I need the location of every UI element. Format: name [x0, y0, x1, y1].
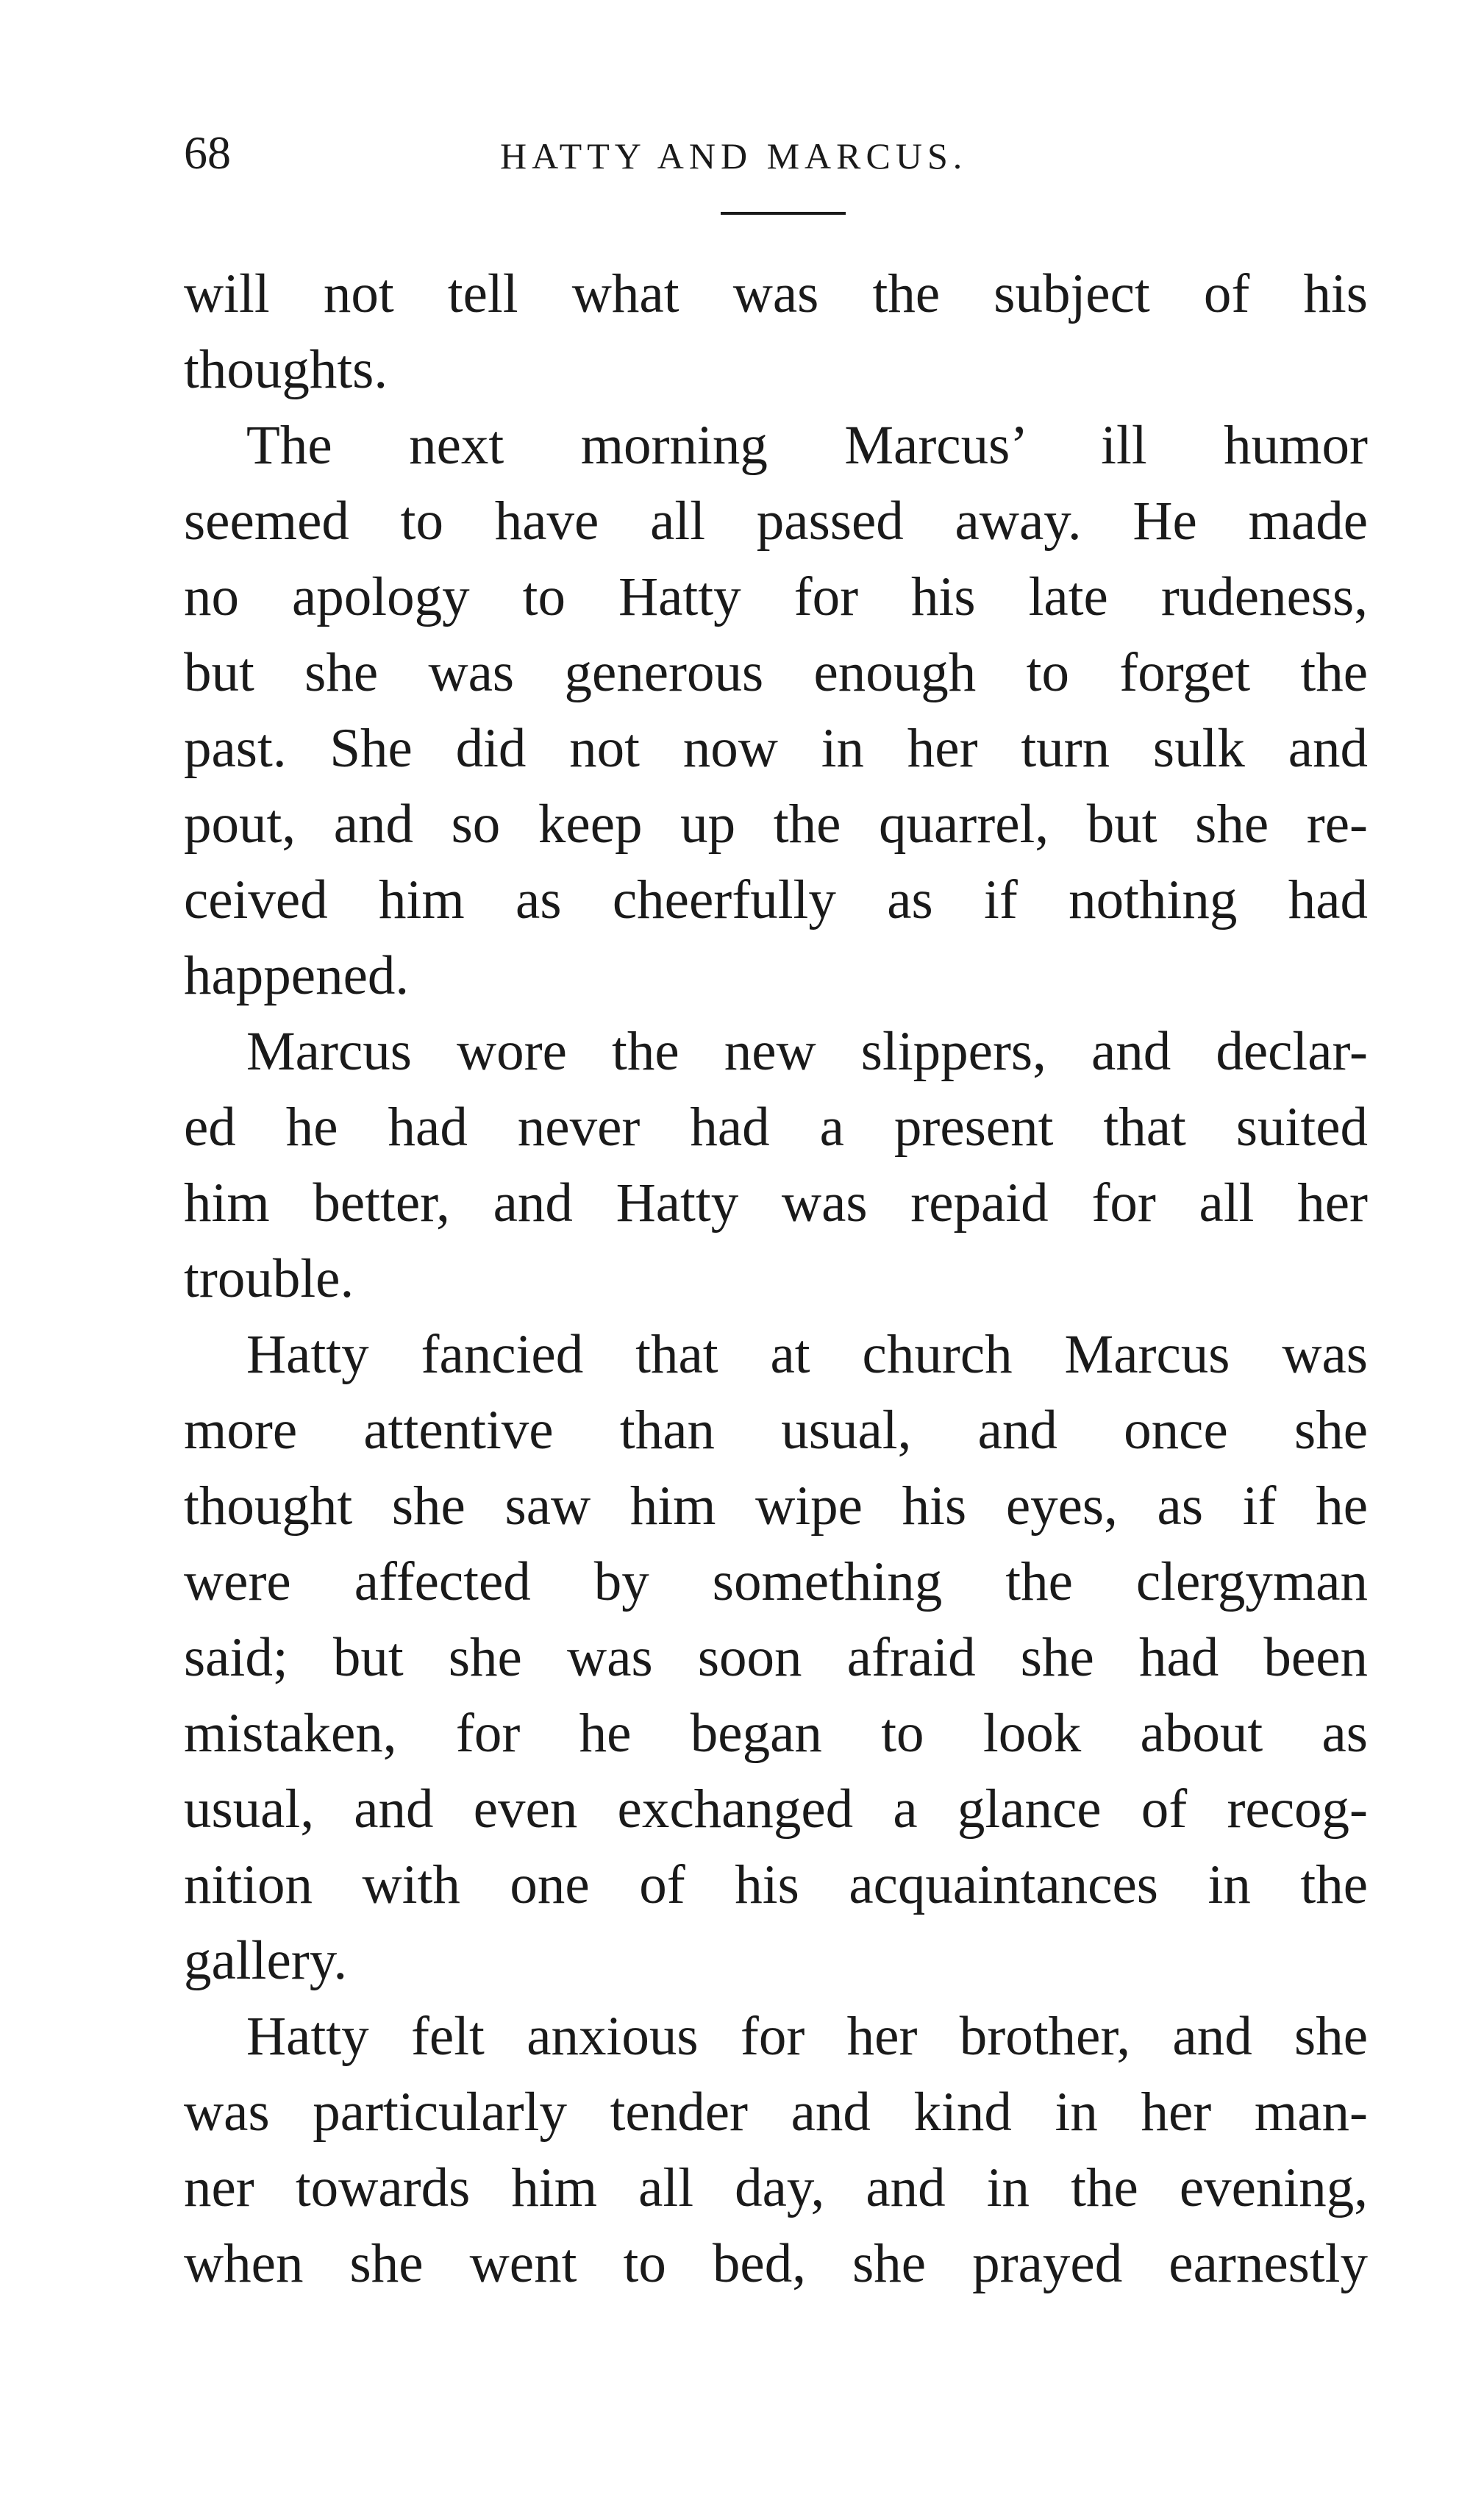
text-line: Hatty fancied that at church Marcus was — [246, 1324, 1368, 1385]
page-header — [184, 110, 1368, 191]
text-line: past. She did not now in her turn sulk and — [184, 718, 1368, 779]
text-line: ner towards him all day, and in the evening, — [184, 2157, 1368, 2218]
paragraph — [184, 407, 1368, 1014]
text-line: will not tell what was the subject of his — [184, 263, 1368, 324]
text-line: him better, and Hatty was repaid for all her — [184, 1172, 1368, 1234]
paragraph — [184, 256, 1368, 407]
text-line: Marcus wore the new slippers, and declar- — [246, 1021, 1368, 1082]
text-line: no apology to Hatty for his late rudeness, — [184, 566, 1368, 627]
text-line: were affected by something the clergyman — [184, 1551, 1368, 1612]
text-line: thoughts. — [184, 339, 388, 400]
text-line: trouble. — [184, 1248, 354, 1309]
text-line: happened. — [184, 945, 410, 1006]
page-number: 68 — [184, 127, 231, 179]
body-text — [184, 256, 1368, 2302]
text-line: but she was generous enough to forget the — [184, 642, 1368, 703]
text-line: ceived him as cheerfully as if nothing had — [184, 869, 1368, 930]
text-line: ed he had never had a present that suited — [184, 1097, 1368, 1158]
paragraph — [184, 1317, 1368, 1998]
text-line: seemed to have all passed away. He made — [184, 491, 1368, 552]
paragraph — [184, 1998, 1368, 2302]
header-rule — [721, 212, 846, 215]
text-line: said; but she was soon afraid she had been — [184, 1627, 1368, 1688]
text-line: The next morning Marcus’ ill humor — [246, 415, 1368, 476]
text-line: thought she saw him wipe his eyes, as if he — [184, 1476, 1368, 1537]
text-line: Hatty felt anxious for her brother, and she — [246, 2006, 1368, 2067]
text-line: mistaken, for he began to look about as — [184, 1703, 1368, 1764]
running-head: HATTY AND MARCUS. — [500, 135, 968, 177]
text-line: when she went to bed, she prayed earnestly — [184, 2233, 1368, 2294]
text-line: more attentive than usual, and once she — [184, 1400, 1368, 1461]
text-line: gallery. — [184, 1930, 348, 1991]
paragraph — [184, 1014, 1368, 1317]
text-line: nition with one of his acquaintances in the — [184, 1854, 1368, 1915]
text-line: was particularly tender and kind in her man- — [184, 2082, 1368, 2143]
text-line: pout, and so keep up the quarrel, but she re- — [184, 794, 1368, 855]
text-line: usual, and even exchanged a glance of recog- — [184, 1779, 1368, 1840]
